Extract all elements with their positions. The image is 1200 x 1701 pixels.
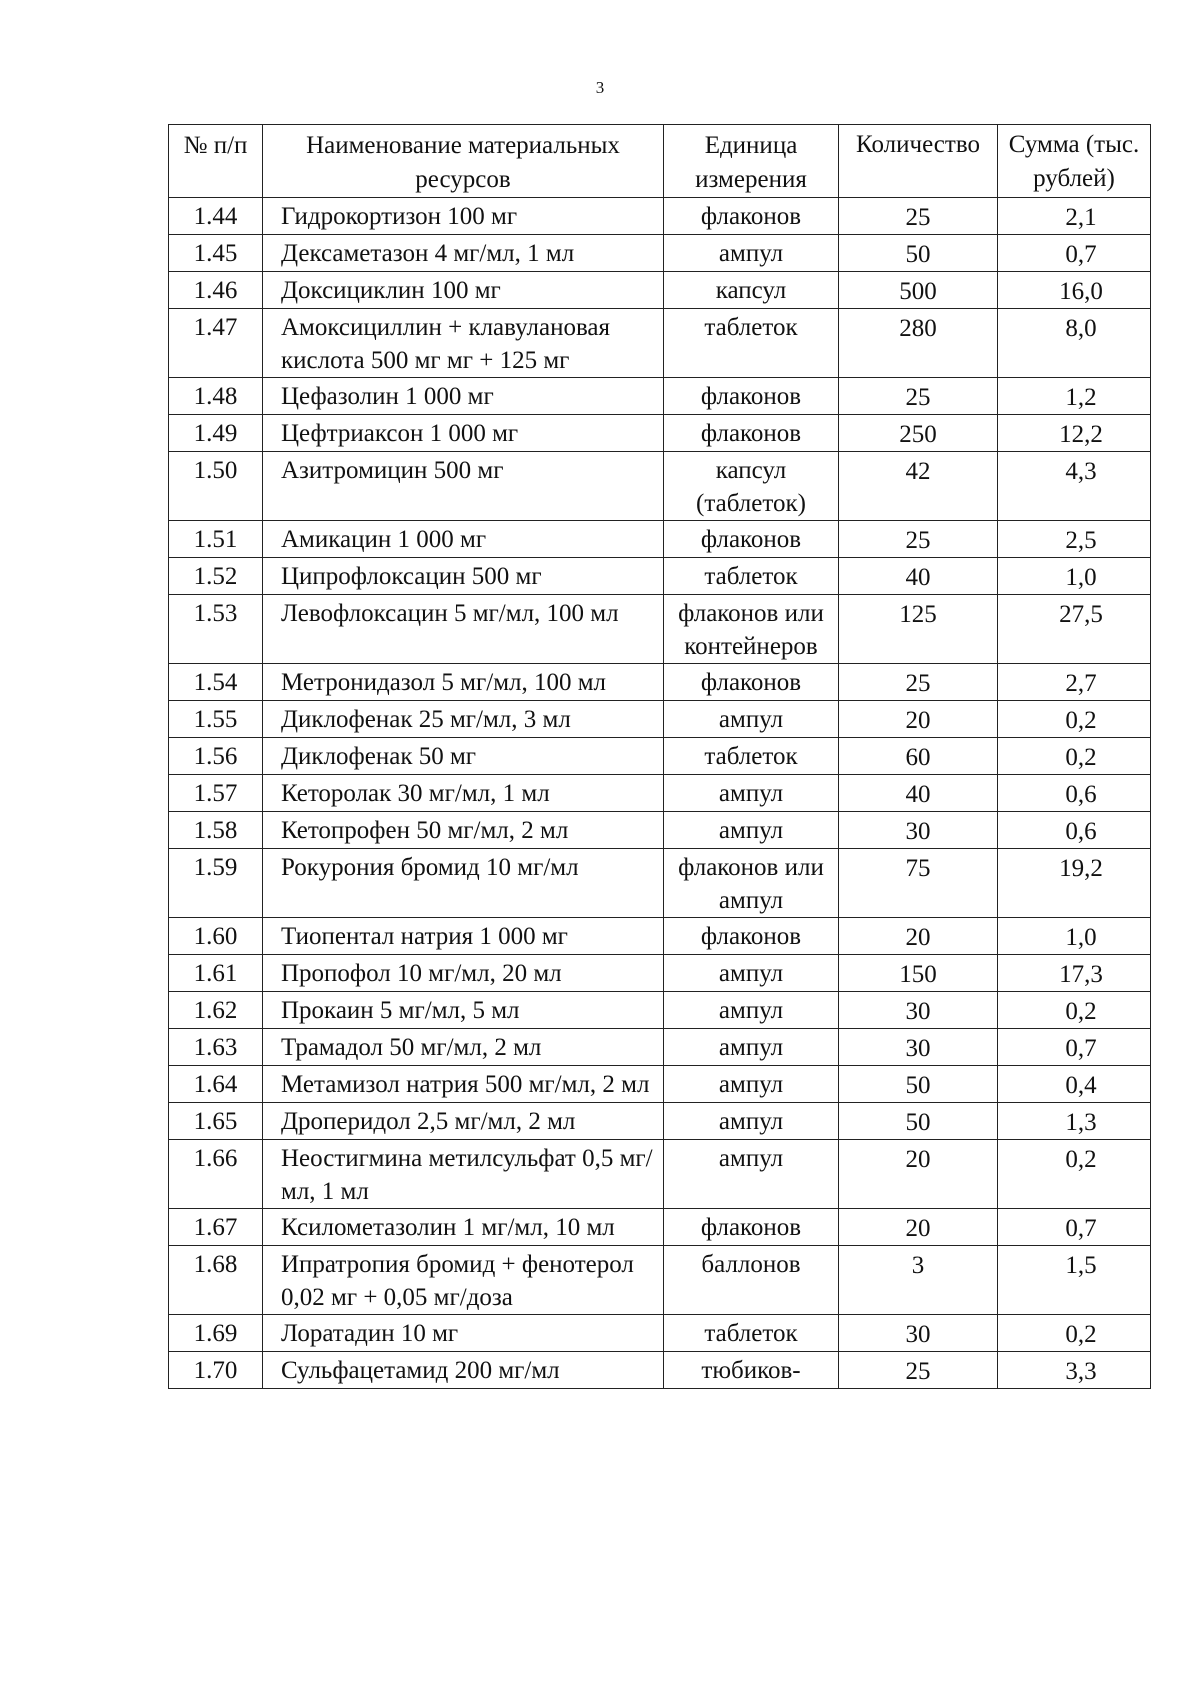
cell-qty: 20 [839, 1209, 998, 1246]
cell-sum: 8,0 [998, 309, 1151, 378]
table-row [169, 775, 1151, 812]
cell-num: 1.67 [169, 1209, 263, 1246]
cell-qty: 250 [839, 415, 998, 452]
cell-sum: 0,6 [998, 775, 1151, 812]
cell-sum: 3,3 [998, 1352, 1151, 1389]
table-body [169, 198, 1151, 1389]
cell-unit: ампул [664, 235, 839, 272]
table-row [169, 272, 1151, 309]
cell-unit: флаконов [664, 1209, 839, 1246]
cell-name: Кетопрофен 50 мг/мл, 2 мл [263, 812, 664, 849]
cell-sum: 2,5 [998, 521, 1151, 558]
cell-unit: ампул [664, 1029, 839, 1066]
table-row [169, 992, 1151, 1029]
cell-num: 1.57 [169, 775, 263, 812]
cell-unit: тюбиков- [664, 1352, 839, 1389]
cell-num: 1.61 [169, 955, 263, 992]
cell-qty: 30 [839, 1029, 998, 1066]
table-row [169, 595, 1151, 664]
cell-name: Диклофенак 25 мг/мл, 3 мл [263, 701, 664, 738]
cell-name: Метамизол натрия 500 мг/мл, 2 мл [263, 1066, 664, 1103]
cell-sum: 4,3 [998, 452, 1151, 521]
cell-unit: ампул [664, 775, 839, 812]
cell-unit: флаконов или ампул [664, 849, 839, 918]
cell-qty: 25 [839, 1352, 998, 1389]
cell-num: 1.51 [169, 521, 263, 558]
table-row [169, 955, 1151, 992]
cell-qty: 280 [839, 309, 998, 378]
cell-name: Дроперидол 2,5 мг/мл, 2 мл [263, 1103, 664, 1140]
cell-num: 1.52 [169, 558, 263, 595]
cell-qty: 75 [839, 849, 998, 918]
table-row [169, 1315, 1151, 1352]
cell-sum: 1,0 [998, 918, 1151, 955]
cell-num: 1.64 [169, 1066, 263, 1103]
cell-unit: капсул [664, 272, 839, 309]
table-row [169, 849, 1151, 918]
cell-unit: капсул (таблеток) [664, 452, 839, 521]
cell-name: Ксилометазолин 1 мг/мл, 10 мл [263, 1209, 664, 1246]
cell-unit: флаконов [664, 918, 839, 955]
header-sum: Сумма (тыс. рублей) [998, 125, 1151, 198]
cell-sum: 0,7 [998, 1209, 1151, 1246]
table-row [169, 1352, 1151, 1389]
cell-qty: 60 [839, 738, 998, 775]
cell-num: 1.59 [169, 849, 263, 918]
cell-name: Диклофенак 50 мг [263, 738, 664, 775]
cell-name: Дексаметазон 4 мг/мл, 1 мл [263, 235, 664, 272]
cell-sum: 16,0 [998, 272, 1151, 309]
cell-name: Прокаин 5 мг/мл, 5 мл [263, 992, 664, 1029]
cell-qty: 3 [839, 1246, 998, 1315]
cell-num: 1.65 [169, 1103, 263, 1140]
cell-unit: ампул [664, 1103, 839, 1140]
cell-num: 1.68 [169, 1246, 263, 1315]
cell-qty: 42 [839, 452, 998, 521]
cell-num: 1.46 [169, 272, 263, 309]
cell-name: Кеторолак 30 мг/мл, 1 мл [263, 775, 664, 812]
cell-qty: 50 [839, 1066, 998, 1103]
cell-sum: 1,2 [998, 378, 1151, 415]
cell-name: Левофлоксацин 5 мг/мл, 100 мл [263, 595, 664, 664]
table-row [169, 1066, 1151, 1103]
cell-qty: 30 [839, 1315, 998, 1352]
cell-qty: 25 [839, 521, 998, 558]
table-header-row [169, 125, 1151, 198]
cell-unit: таблеток [664, 738, 839, 775]
cell-sum: 19,2 [998, 849, 1151, 918]
cell-sum: 1,5 [998, 1246, 1151, 1315]
cell-name: Доксициклин 100 мг [263, 272, 664, 309]
resources-table [168, 124, 1151, 1389]
table-row [169, 1103, 1151, 1140]
cell-sum: 12,2 [998, 415, 1151, 452]
cell-qty: 40 [839, 775, 998, 812]
cell-name: Цефтриаксон 1 000 мг [263, 415, 664, 452]
table-row [169, 452, 1151, 521]
cell-unit: ампул [664, 701, 839, 738]
cell-sum: 0,7 [998, 1029, 1151, 1066]
table-row [169, 1029, 1151, 1066]
table-row [169, 558, 1151, 595]
table-row [169, 701, 1151, 738]
cell-name: Неостигмина метилсульфат 0,5 мг/мл, 1 мл [263, 1140, 664, 1209]
table-row [169, 1209, 1151, 1246]
cell-qty: 20 [839, 1140, 998, 1209]
cell-qty: 30 [839, 992, 998, 1029]
cell-unit: ампул [664, 992, 839, 1029]
cell-qty: 30 [839, 812, 998, 849]
cell-num: 1.66 [169, 1140, 263, 1209]
cell-unit: ампул [664, 955, 839, 992]
cell-unit: флаконов [664, 198, 839, 235]
cell-unit: ампул [664, 1066, 839, 1103]
cell-num: 1.49 [169, 415, 263, 452]
cell-num: 1.45 [169, 235, 263, 272]
cell-unit: таблеток [664, 558, 839, 595]
cell-num: 1.48 [169, 378, 263, 415]
cell-num: 1.70 [169, 1352, 263, 1389]
cell-sum: 1,3 [998, 1103, 1151, 1140]
cell-sum: 1,0 [998, 558, 1151, 595]
header-qty: Количество [839, 125, 998, 198]
cell-name: Сульфацетамид 200 мг/мл [263, 1352, 664, 1389]
cell-name: Трамадол 50 мг/мл, 2 мл [263, 1029, 664, 1066]
table-row [169, 198, 1151, 235]
cell-num: 1.58 [169, 812, 263, 849]
table-row [169, 309, 1151, 378]
cell-sum: 0,2 [998, 992, 1151, 1029]
cell-unit: флаконов или контейнеров [664, 595, 839, 664]
table-row [169, 521, 1151, 558]
cell-num: 1.56 [169, 738, 263, 775]
table-row [169, 918, 1151, 955]
cell-sum: 17,3 [998, 955, 1151, 992]
cell-name: Ципрофлоксацин 500 мг [263, 558, 664, 595]
cell-name: Тиопентал натрия 1 000 мг [263, 918, 664, 955]
cell-num: 1.60 [169, 918, 263, 955]
table-row [169, 1140, 1151, 1209]
table-row [169, 812, 1151, 849]
cell-num: 1.54 [169, 664, 263, 701]
cell-unit: таблеток [664, 1315, 839, 1352]
cell-qty: 50 [839, 235, 998, 272]
cell-unit: флаконов [664, 378, 839, 415]
cell-qty: 40 [839, 558, 998, 595]
cell-qty: 500 [839, 272, 998, 309]
header-num: № п/п [169, 125, 263, 198]
cell-num: 1.69 [169, 1315, 263, 1352]
cell-unit: баллонов [664, 1246, 839, 1315]
cell-qty: 20 [839, 701, 998, 738]
cell-unit: ампул [664, 812, 839, 849]
cell-name: Пропофол 10 мг/мл, 20 мл [263, 955, 664, 992]
cell-qty: 25 [839, 664, 998, 701]
cell-name: Амикацин 1 000 мг [263, 521, 664, 558]
cell-name: Амоксициллин + клавулановая кислота 500 мг мг + 125 мг [263, 309, 664, 378]
cell-num: 1.62 [169, 992, 263, 1029]
cell-name: Гидрокортизон 100 мг [263, 198, 664, 235]
cell-qty: 25 [839, 378, 998, 415]
cell-num: 1.50 [169, 452, 263, 521]
cell-unit: флаконов [664, 415, 839, 452]
page-number: 3 [595, 78, 605, 97]
table-row [169, 664, 1151, 701]
cell-num: 1.47 [169, 309, 263, 378]
table-row [169, 378, 1151, 415]
cell-sum: 0,2 [998, 1140, 1151, 1209]
cell-unit: флаконов [664, 664, 839, 701]
table-row [169, 415, 1151, 452]
cell-sum: 27,5 [998, 595, 1151, 664]
cell-name: Ипратропия бромид + фенотерол 0,02 мг + 0,05 мг/доза [263, 1246, 664, 1315]
cell-sum: 0,6 [998, 812, 1151, 849]
cell-qty: 20 [839, 918, 998, 955]
cell-sum: 0,7 [998, 235, 1151, 272]
cell-num: 1.63 [169, 1029, 263, 1066]
cell-sum: 2,7 [998, 664, 1151, 701]
cell-name: Метронидазол 5 мг/мл, 100 мл [263, 664, 664, 701]
cell-unit: флаконов [664, 521, 839, 558]
cell-qty: 125 [839, 595, 998, 664]
cell-name: Рокурония бромид 10 мг/мл [263, 849, 664, 918]
cell-qty: 25 [839, 198, 998, 235]
table-row [169, 235, 1151, 272]
cell-unit: таблеток [664, 309, 839, 378]
cell-num: 1.53 [169, 595, 263, 664]
table-row [169, 1246, 1151, 1315]
cell-sum: 2,1 [998, 198, 1151, 235]
cell-num: 1.55 [169, 701, 263, 738]
cell-num: 1.44 [169, 198, 263, 235]
cell-sum: 0,2 [998, 701, 1151, 738]
cell-sum: 0,2 [998, 738, 1151, 775]
cell-name: Азитромицин 500 мг [263, 452, 664, 521]
table-row [169, 738, 1151, 775]
header-unit: Единица измерения [664, 125, 839, 198]
header-name: Наименование материальных ресурсов [263, 125, 664, 198]
cell-sum: 0,2 [998, 1315, 1151, 1352]
cell-qty: 50 [839, 1103, 998, 1140]
cell-name: Цефазолин 1 000 мг [263, 378, 664, 415]
cell-qty: 150 [839, 955, 998, 992]
cell-name: Лоратадин 10 мг [263, 1315, 664, 1352]
cell-unit: ампул [664, 1140, 839, 1209]
cell-sum: 0,4 [998, 1066, 1151, 1103]
